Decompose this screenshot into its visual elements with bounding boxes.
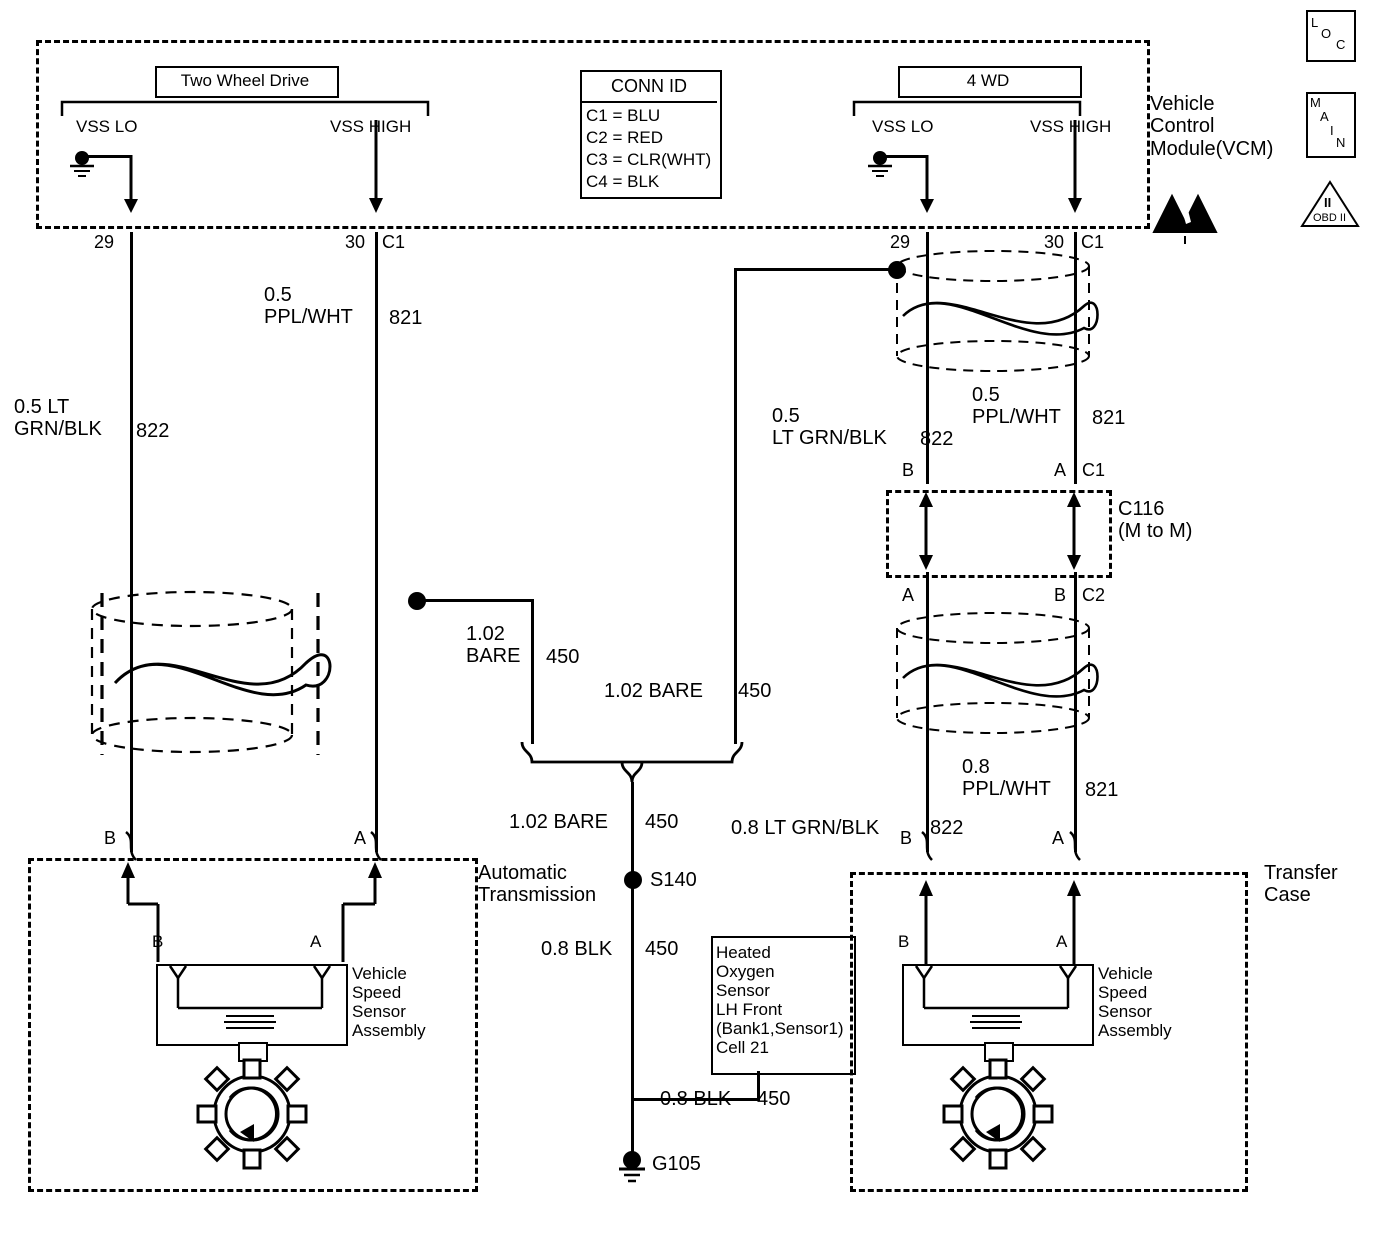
left-sensor-wiring — [110, 862, 410, 972]
right-sensor-pin-b: B — [898, 932, 910, 951]
right-vss-gear — [942, 1058, 1054, 1170]
right-connector-break-a — [1068, 832, 1086, 862]
conn-id-row-0: C1 = BLU — [586, 106, 661, 125]
left-vss-high-label: VSS HIGH — [330, 117, 412, 136]
right-wire-821-bottom — [1074, 572, 1077, 852]
loc-icon-text-c: C — [1336, 37, 1346, 52]
automatic-transmission-label: Automatic Transmission — [478, 862, 597, 907]
esd-static-warning-icon — [1152, 192, 1222, 244]
c116-arrows — [905, 492, 1095, 570]
center-blk-label: 0.8 BLK — [541, 938, 613, 960]
left-high-arrow — [365, 120, 389, 215]
conn-id-row-2: C3 = CLR(WHT) — [586, 150, 712, 169]
loc-icon-text-l: L — [1311, 15, 1319, 30]
obd-icon-label: OBD II — [1313, 212, 1347, 224]
splice-s140-label: S140 — [650, 869, 697, 891]
left-terminal-b: B — [104, 828, 117, 848]
left-wire-821-number: 821 — [389, 307, 423, 329]
center-bare-right-label: 1.02 BARE — [604, 680, 703, 702]
center-bare-from-right-h — [735, 268, 900, 271]
right-wire-821-top-number: 821 — [1092, 407, 1126, 429]
left-vss-assembly-label: Vehicle Speed Sensor Assembly — [352, 964, 426, 1041]
left-conn-c1: C1 — [382, 232, 406, 252]
left-pin-29: 29 — [94, 232, 115, 252]
main-icon-text-i: I — [1330, 123, 1334, 138]
left-bare-v — [531, 599, 534, 744]
left-vss-lo-label: VSS LO — [76, 117, 138, 136]
obd-icon-roman: II — [1324, 195, 1332, 210]
right-terminal-b: B — [900, 828, 913, 848]
right-vss-assembly-label: Vehicle Speed Sensor Assembly — [1098, 964, 1172, 1041]
right-c1-label: C1 — [1082, 460, 1106, 480]
right-pin-30: 30 — [1044, 232, 1065, 252]
center-bare-low-number: 450 — [645, 811, 679, 833]
right-wire-821-bottom-number: 821 — [1085, 779, 1119, 801]
right-connector-break-b — [920, 832, 938, 862]
left-bare-h — [416, 599, 534, 602]
left-sensor-pin-a: A — [310, 932, 322, 951]
two-wheel-drive-label: Two Wheel Drive — [180, 71, 310, 90]
right-c1-terminal-b: B — [902, 460, 915, 480]
ground-g105-symbol — [616, 1152, 652, 1186]
four-wd-label: 4 WD — [966, 71, 1010, 90]
left-lo-arrow — [120, 155, 144, 215]
right-vss-internal — [902, 964, 1090, 1042]
center-blk-wire — [631, 880, 634, 1170]
left-bare-label: 1.02 BARE — [466, 623, 521, 668]
center-bare-low-label: 1.02 BARE — [509, 811, 608, 833]
c116-label: C116 (M to M) — [1118, 498, 1193, 543]
loc-icon-text-o: O — [1321, 26, 1332, 41]
right-c2-terminal-a: A — [902, 585, 915, 605]
ground-g105-label: G105 — [652, 1153, 701, 1175]
center-blk-label-2: 0.8 BLK — [660, 1088, 732, 1110]
center-bare-right-number: 450 — [738, 680, 772, 702]
heated-oxygen-sensor-label: Heated Oxygen Sensor LH Front (Bank1,Sensor1) Cell 21 — [716, 943, 844, 1058]
right-vss-high-label: VSS HIGH — [1030, 117, 1112, 136]
center-blk-number: 450 — [645, 938, 679, 960]
main-icon-text-a: A — [1320, 109, 1329, 124]
center-bare-from-right-v — [734, 268, 737, 744]
right-c2-label: C2 — [1082, 585, 1106, 605]
center-combined-wire — [631, 782, 634, 880]
left-vss-internal — [156, 964, 344, 1042]
left-wire-822-label: 0.5 LT GRN/BLK — [14, 396, 102, 441]
right-wire-822-bottom — [926, 572, 929, 852]
center-blk-number-2: 450 — [757, 1088, 791, 1110]
left-twisted-pair-shield — [88, 585, 428, 775]
conn-id-row-3: C4 = BLK — [586, 172, 660, 191]
left-pin-30: 30 — [345, 232, 366, 252]
right-wire-822-bottom-number: 822 — [930, 817, 964, 839]
right-vss-lo-label: VSS LO — [872, 117, 934, 136]
right-lo-arrow — [916, 155, 940, 215]
conn-id-divider — [581, 101, 717, 103]
left-sensor-pin-b: B — [152, 932, 164, 951]
right-wire-822-top-number: 822 — [920, 428, 954, 450]
transfer-case-label: Transfer Case — [1264, 862, 1338, 907]
vcm-label: Vehicle Control Module(VCM) — [1150, 93, 1274, 160]
right-terminal-a: A — [1052, 828, 1065, 848]
right-wire-821-bottom-label: 0.8 PPL/WHT — [962, 756, 1051, 801]
right-sensor-pin-a: A — [1056, 932, 1068, 951]
main-icon-text-n: N — [1336, 135, 1346, 150]
left-bare-number: 450 — [546, 646, 580, 668]
left-wire-822-number: 822 — [136, 420, 170, 442]
right-conn-c1-top: C1 — [1081, 232, 1105, 252]
center-splice-bracket — [510, 738, 760, 798]
left-wire-821-label: 0.5 PPL/WHT — [264, 284, 353, 329]
right-sensor-wiring — [908, 880, 1108, 970]
conn-id-row-1: C2 = RED — [586, 128, 663, 147]
left-terminal-a: A — [354, 828, 367, 848]
conn-id-title: CONN ID — [611, 76, 687, 96]
left-bracket — [60, 98, 430, 118]
right-bracket — [852, 98, 1082, 118]
main-icon-text-m: M — [1310, 95, 1321, 110]
right-pin-29: 29 — [890, 232, 911, 252]
right-c2-terminal-b: B — [1054, 585, 1067, 605]
right-wire-821-top-label: 0.5 PPL/WHT — [972, 384, 1061, 429]
right-wire-822-bottom-label: 0.8 LT GRN/BLK — [731, 817, 880, 839]
right-high-arrow — [1064, 120, 1088, 215]
right-wire-821-top — [1074, 232, 1077, 484]
right-c1-terminal-a: A — [1054, 460, 1067, 480]
left-vss-gear — [196, 1058, 308, 1170]
right-wire-822-top-label: 0.5 LT GRN/BLK — [772, 405, 887, 450]
